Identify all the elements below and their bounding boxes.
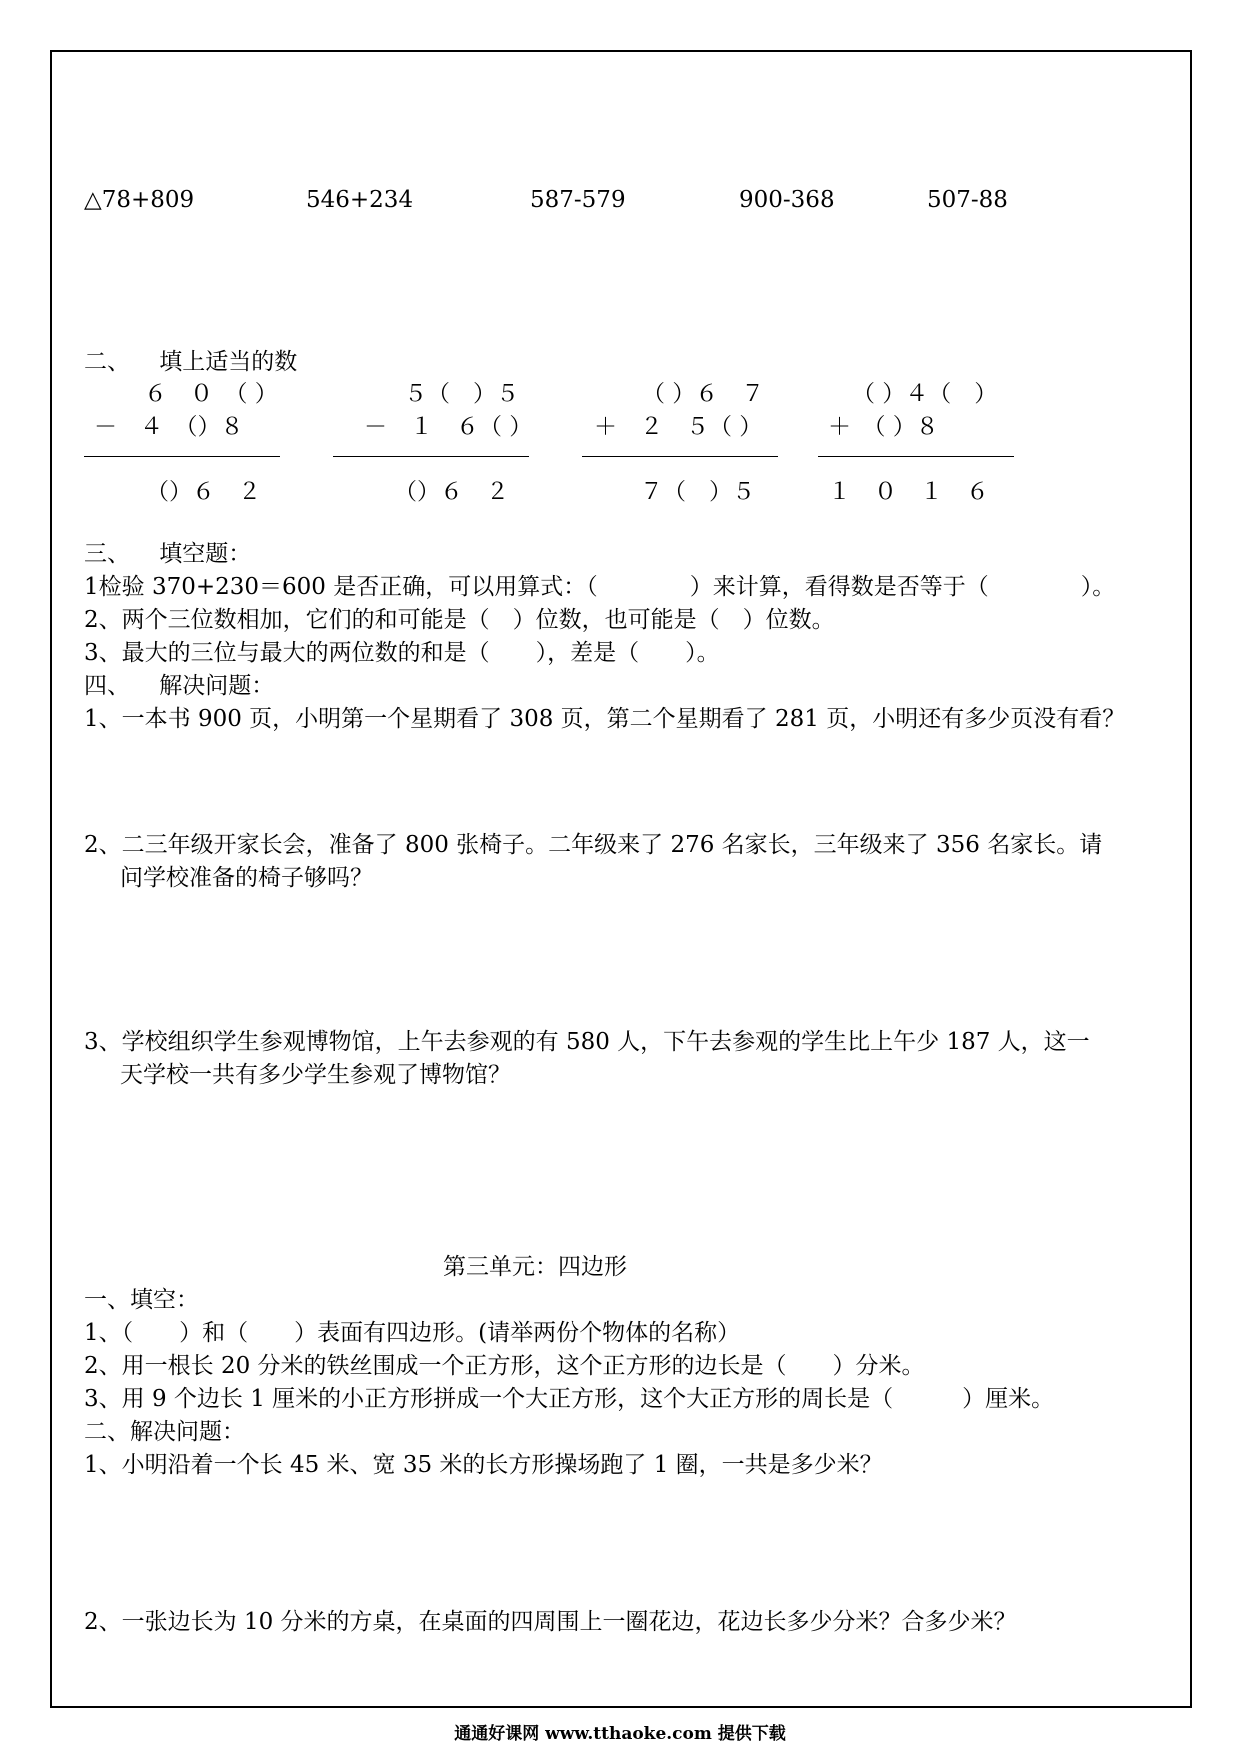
problem2-mid: － １ ６（ ） [364, 414, 533, 440]
calc-item-2: 546+234 [306, 187, 414, 213]
problem3-bottom: ７（ ）５ [640, 479, 755, 505]
section4-title: 四、 解决问题： [84, 673, 275, 699]
problem4-bottom: １ ０ １ ６ [828, 479, 989, 505]
unit3-fill-item-3: 3、用 9 个边长 1 厘米的小正方形拼成一个大正方形，这个大正方形的周长是（ ）厘米。 [84, 1386, 1055, 1412]
section4-q3-line1: 3、学校组织学生参观博物馆，上午去参观的有 580 人，下午去参观的学生比上午少 187 人，这一 [84, 1029, 1090, 1055]
footer-credit: 通通好课网 www.tthaoke.com 提供下载 [454, 1724, 786, 1744]
calc-item-3: 587-579 [530, 187, 626, 213]
section3-item-1: 1检验 370+230＝600 是否正确，可以用算式：（ ）来计算，看得数是否等于（ ）。 [84, 574, 1116, 600]
problem4-top: （ ）４（ ） [852, 381, 998, 407]
problem2-top: ５（ ）５ [404, 381, 519, 407]
unit3-solve-q1: 1、小明沿着一个长 45 米、宽 35 米的长方形操场跑了 1 圈，一共是多少米？ [84, 1452, 883, 1478]
problem1-top: ６ ０ （ ） [144, 381, 278, 407]
section4-q2-line2: 问学校准备的椅子够吗？ [120, 865, 373, 891]
section3-item-2: 2、两个三位数相加，它们的和可能是（ ）位数，也可能是（ ）位数。 [84, 607, 835, 633]
calc-item-1: △78+809 [84, 187, 195, 213]
problem3-rule [582, 456, 778, 457]
unit3-solve-title: 二、解决问题： [84, 1419, 245, 1445]
unit3-fill-item-2: 2、用一根长 20 分米的铁丝围成一个正方形，这个正方形的边长是（ ）分米。 [84, 1353, 925, 1379]
unit3-fill-title: 一、填空： [84, 1287, 199, 1313]
section3-item-3: 3、最大的三位与最大的两位数的和是（ ），差是（ ）。 [84, 640, 720, 666]
problem1-mid: － ４ （）８ [94, 414, 244, 440]
section4-q2-line1: 2、二三年级开家长会，准备了 800 张椅子。二年级来了 276 名家长，三年级来了 356 名家长。请 [84, 832, 1103, 858]
calc-item-5: 507-88 [927, 187, 1008, 213]
problem4-mid: ＋ （ ）８ [828, 414, 939, 440]
problem3-top: （ ）６ ７ [642, 381, 765, 407]
section4-q1: 1、一本书 900 页，小明第一个星期看了 308 页，第二个星期看了 281 页，小明还有多少页没有看？ [84, 706, 1126, 732]
unit3-solve-q2: 2、一张边长为 10 分米的方桌，在桌面的四周围上一圈花边，花边长多少分米？合多少米？ [84, 1609, 1017, 1635]
problem1-rule [84, 456, 280, 457]
problem3-mid: ＋ ２ ５（ ） [594, 414, 763, 440]
problem2-bottom: （）６ ２ [394, 479, 509, 505]
section4-q3-line2: 天学校一共有多少学生参观了博物馆？ [120, 1062, 511, 1088]
problem1-bottom: （）６ ２ [146, 479, 261, 505]
section2-title: 二、 填上适当的数 [84, 349, 298, 375]
problem2-rule [333, 456, 529, 457]
unit3-title: 第三单元：四边形 [443, 1254, 627, 1280]
section3-title: 三、 填空题： [84, 541, 252, 567]
calc-item-4: 900-368 [739, 187, 835, 213]
unit3-fill-item-1: 1、（ ）和（ ）表面有四边形。(请举两份个物体的名称） [84, 1320, 741, 1346]
problem4-rule [818, 456, 1014, 457]
